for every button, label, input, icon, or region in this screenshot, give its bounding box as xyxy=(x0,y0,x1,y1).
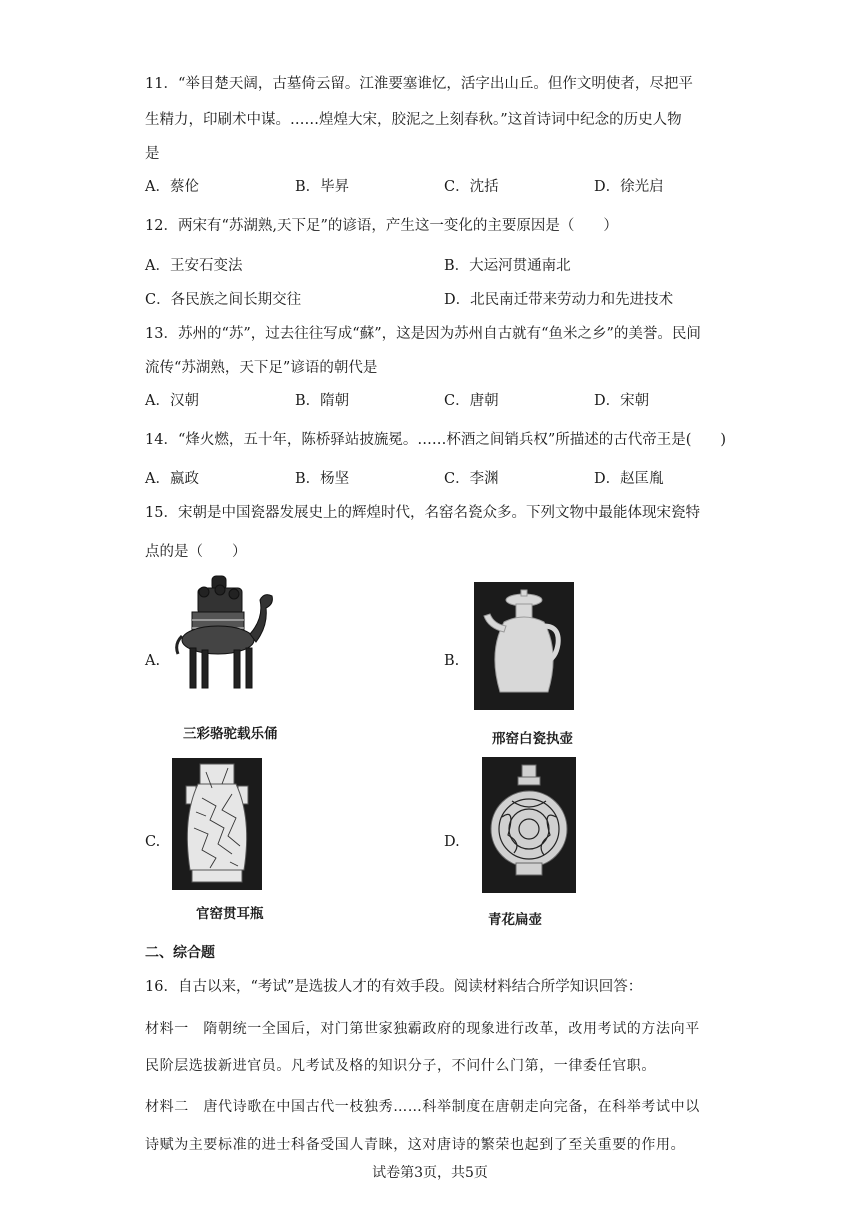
camel-figurine-image xyxy=(168,574,278,694)
q15-letter-d: D. xyxy=(444,834,460,850)
q16-material-2-line-1: 材料二 唐代诗歌在中国古代一枝独秀……科举制度在唐朝走向完备，在科举考试中以 xyxy=(145,1099,700,1115)
q16-material-1-line-2: 民阶层选拔新进官员。凡考试及格的知识分子，不问什么门第，一律委任官职。 xyxy=(145,1058,656,1074)
section-title: 二、综合题 xyxy=(145,945,215,961)
q13-option-c: C．唐朝 xyxy=(444,393,499,409)
q13-option-b: B．隋朝 xyxy=(295,393,350,409)
q16-material-1-line-1: 材料一 隋朝统一全国后，对门第世家独霸政府的现象进行改革，改用考试的方法向平 xyxy=(145,1021,700,1037)
q12-option-a: A．王安石变法 xyxy=(145,258,243,274)
q13-line-1: 13．苏州的“苏”，过去往往写成“蘇”，这是因为苏州自古就有“鱼米之乡”的美誉。民间 xyxy=(145,326,701,342)
q11-line-1: 11．“举目楚天阔，古墓倚云留。江淮要塞谁忆，活字出山丘。但作文明使者，尽把平 xyxy=(145,76,693,92)
page-footer: 试卷第3页，共5页 xyxy=(372,1165,488,1181)
blue-white-flask-image xyxy=(482,757,576,893)
q11-option-d: D．徐光启 xyxy=(594,179,664,195)
q15-letter-a: A. xyxy=(145,653,161,669)
guan-kiln-vase-image xyxy=(172,758,262,890)
q16-line-1: 16．自古以来，“考试”是选拔人才的有效手段。阅读材料结合所学知识回答： xyxy=(145,979,643,995)
q12-option-b: B．大运河贯通南北 xyxy=(444,258,571,274)
q15-caption-c: 官窑贯耳瓶 xyxy=(196,906,264,922)
q11-option-a: A．蔡伦 xyxy=(145,179,199,195)
q12-line-1: 12．两宋有“苏湖熟,天下足”的谚语，产生这一变化的主要原因是（ ） xyxy=(145,218,618,234)
q13-line-2: 流传“苏湖熟，天下足”谚语的朝代是 xyxy=(145,360,378,376)
q15-line-2: 点的是（ ） xyxy=(145,544,247,560)
q15-caption-d: 青花扁壶 xyxy=(488,912,542,928)
q15-line-1: 15．宋朝是中国瓷器发展史上的辉煌时代，名窑名瓷众多。下列文物中最能体现宋瓷特 xyxy=(145,505,700,521)
q14-option-d: D．赵匡胤 xyxy=(594,471,664,487)
q15-letter-b: B. xyxy=(444,653,460,669)
q14-option-c: C．李渊 xyxy=(444,471,499,487)
q14-option-b: B．杨坚 xyxy=(295,471,350,487)
q13-option-d: D．宋朝 xyxy=(594,393,650,409)
q11-line-2: 生精力，印刷术中谋。……煌煌大宋，胶泥之上刻春秋。”这首诗词中纪念的历史人物 xyxy=(145,112,682,128)
q15-letter-c: C. xyxy=(145,834,161,850)
q11-option-b: B．毕昇 xyxy=(295,179,350,195)
q12-option-c: C．各民族之间长期交往 xyxy=(145,292,302,308)
white-porcelain-ewer-image xyxy=(474,582,574,710)
q15-caption-b: 邢窑白瓷执壶 xyxy=(492,731,573,747)
q16-material-2-line-2: 诗赋为主要标准的进士科备受国人青睐，这对唐诗的繁荣也起到了至关重要的作用。 xyxy=(145,1137,686,1153)
q14-line-1: 14．“烽火燃，五十年，陈桥驿站披旒冕。……杯酒之间销兵权”所描述的古代帝王是( ) xyxy=(145,432,727,448)
q15-caption-a: 三彩骆驼载乐俑 xyxy=(183,726,278,742)
q13-option-a: A．汉朝 xyxy=(145,393,199,409)
q11-option-c: C．沈括 xyxy=(444,179,499,195)
q12-option-d: D．北民南迁带来劳动力和先进技术 xyxy=(444,292,674,308)
q11-line-3: 是 xyxy=(145,146,160,162)
q14-option-a: A．嬴政 xyxy=(145,471,199,487)
